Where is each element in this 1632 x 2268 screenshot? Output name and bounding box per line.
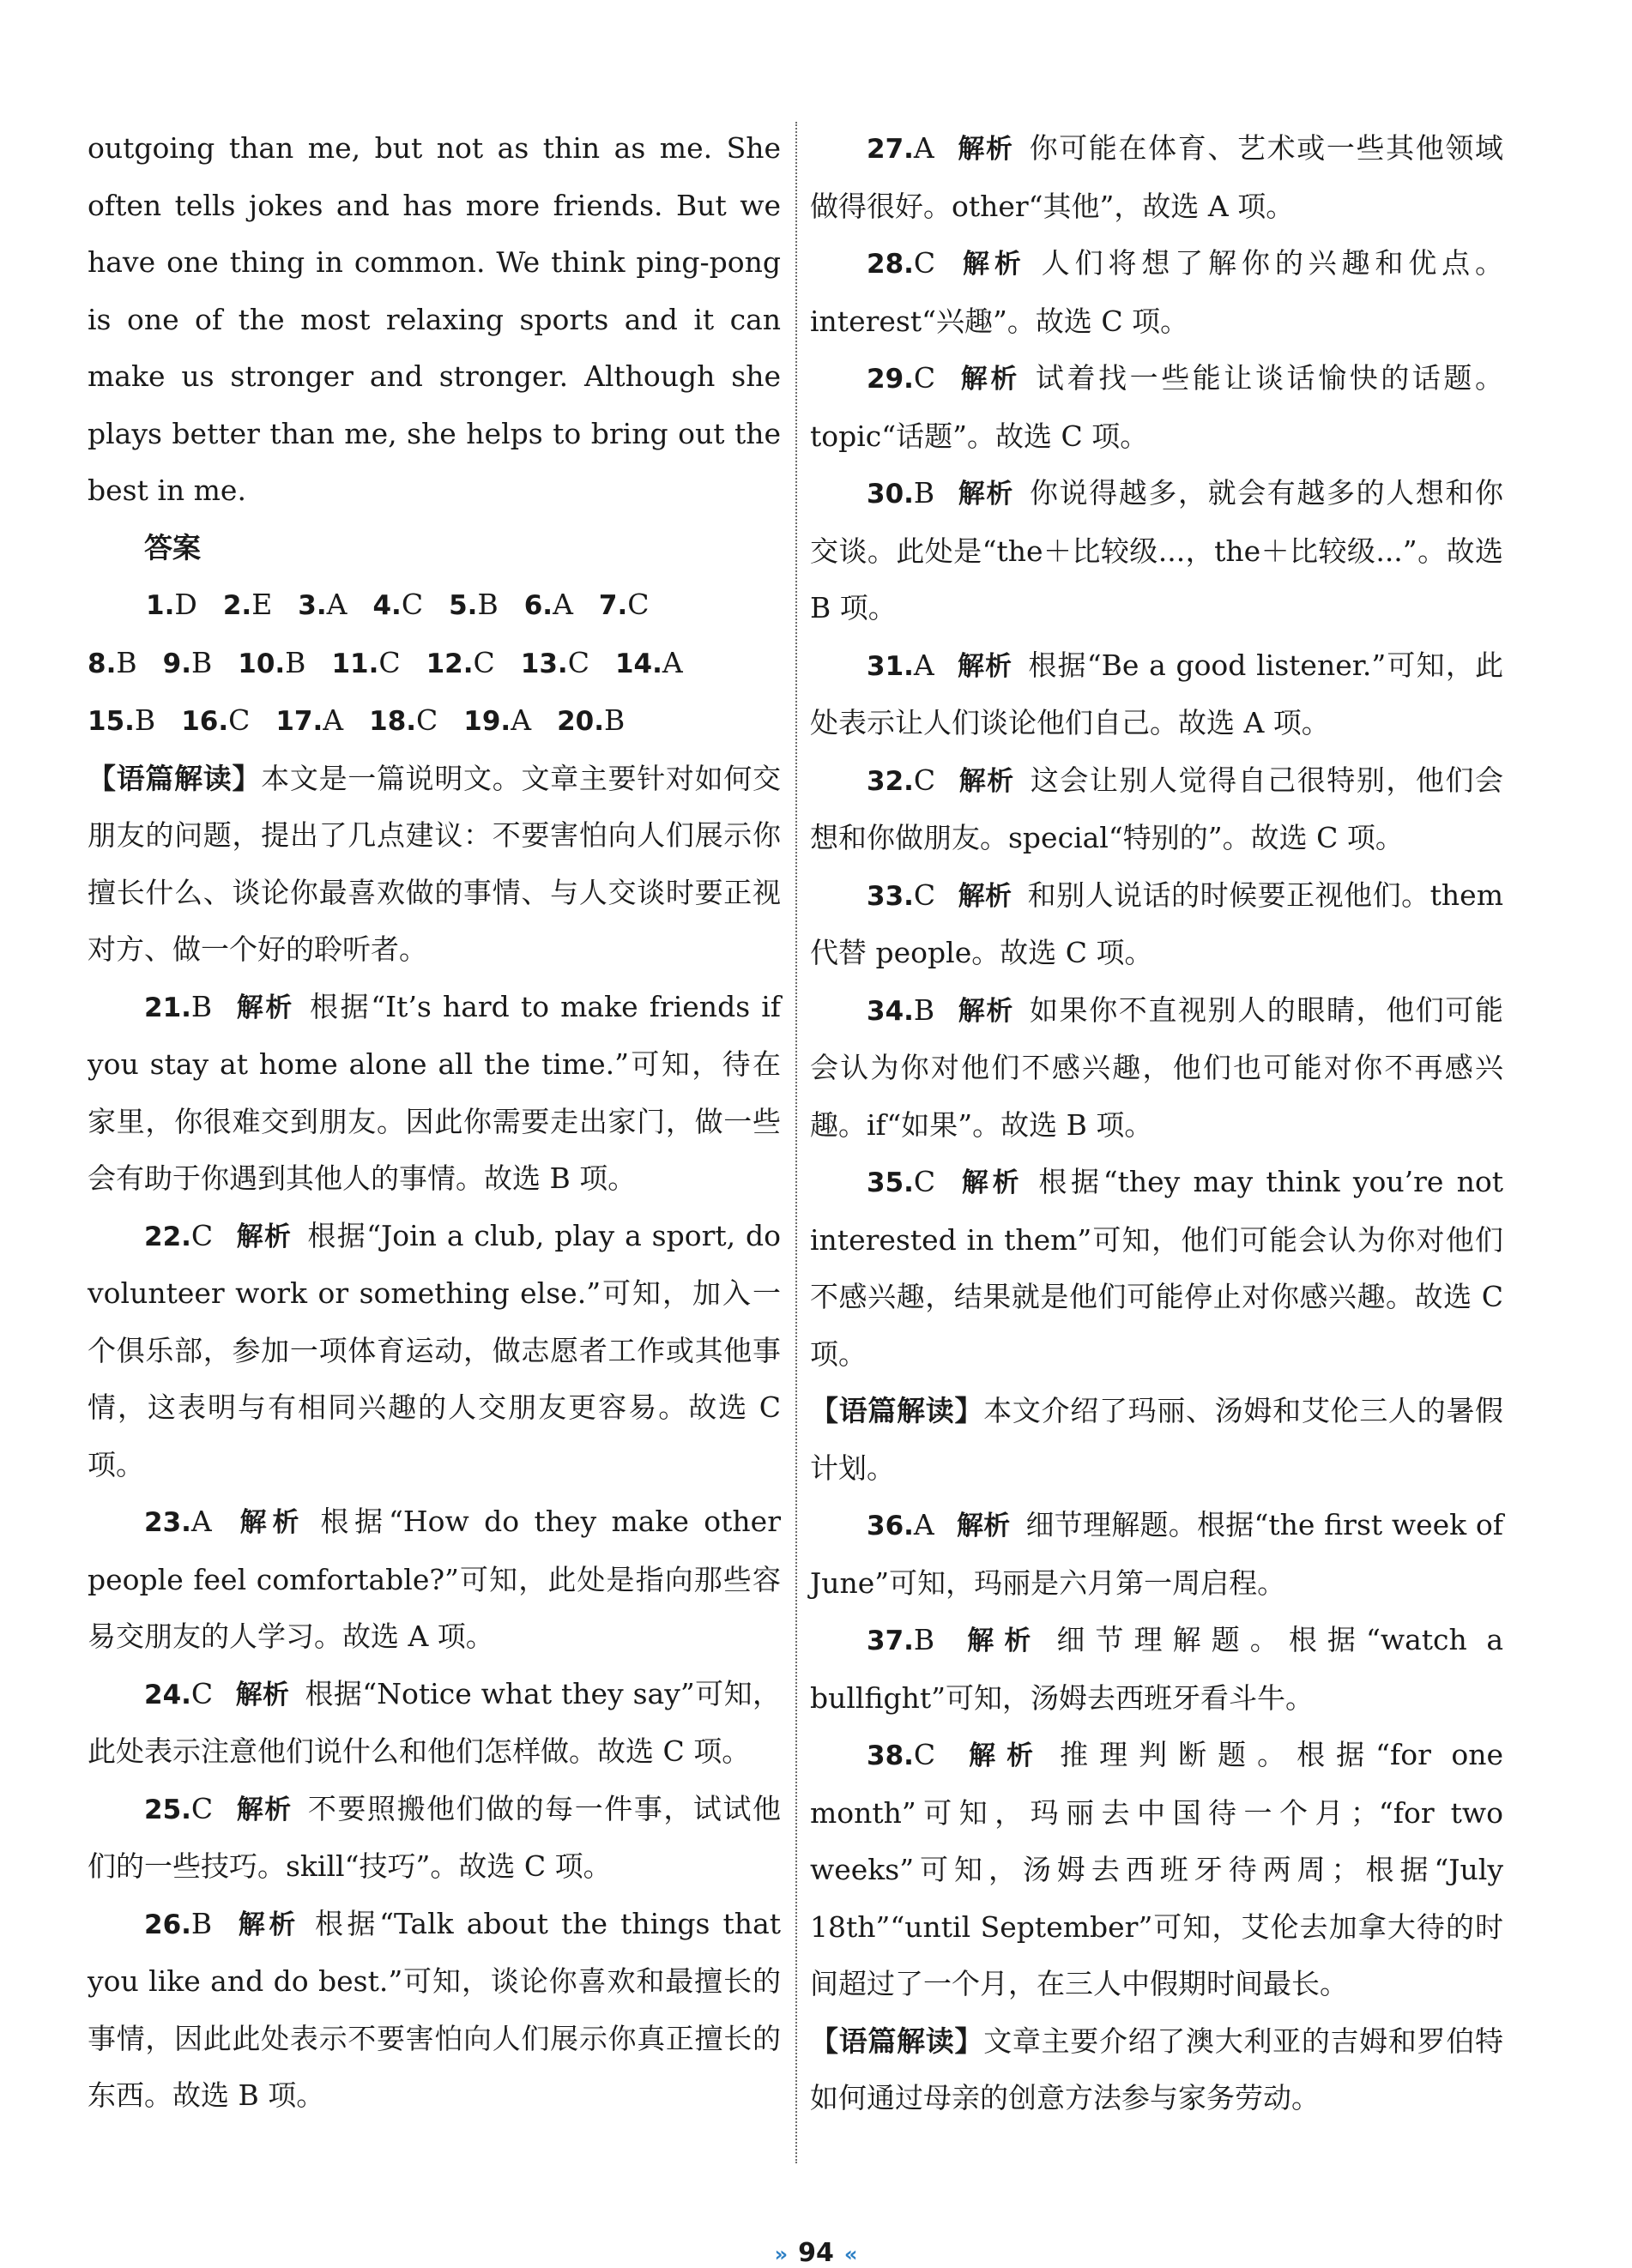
answer-item: 17.A xyxy=(275,703,344,737)
answer-item: 12.C xyxy=(426,645,495,679)
answer-item: 20.B xyxy=(557,703,626,737)
answer-row-3 xyxy=(88,692,781,751)
explanation-37: 37.B 解析 细节理解题。根据“watch a bullfight”可知，汤姆去西班牙看斗牛。 xyxy=(810,1623,1504,1715)
answer-item: 7.C xyxy=(598,588,650,621)
answers-heading: 答案 xyxy=(144,530,201,564)
column-divider xyxy=(795,122,797,2163)
explanation-36: 36.A 解析 细节理解题。根据“the first week of June”可知，玛丽是六月第一周启程。 xyxy=(810,1508,1504,1600)
answer-item: 14.A xyxy=(614,645,683,679)
answer-item: 4.C xyxy=(372,588,424,621)
answer-item: 18.C xyxy=(369,703,438,737)
answer-item: 19.A xyxy=(463,703,532,737)
reading-analysis-2: 【语篇解读】本文介绍了玛丽、汤姆和艾伦三人的暑假计划。 xyxy=(810,1394,1504,1485)
right-column xyxy=(810,120,1503,2127)
answer-item: 15.B xyxy=(88,703,156,737)
explanation-30: 30.B 解析 你说得越多，就会有越多的人想和你交谈。此处是“the＋比较级...，the＋比较级...”。故选 B 项。 xyxy=(810,476,1504,624)
answer-item: 6.A xyxy=(523,588,573,621)
answer-item: 13.C xyxy=(520,645,589,679)
answer-item: 2.E xyxy=(222,588,273,621)
double-arrow-left-icon: « xyxy=(843,2242,858,2266)
explanation-21: 21.B 解析 根据“It’s hard to make friends if you stay at home alone all the time.”可知，待在家里，你很难交到朋友。因此你需要走出家门，做一些会有助于你遇到其他人的事情。故选 B 项。 xyxy=(88,989,781,1195)
explanation-29: 29.C 解析 试着找一些能让谈话愉快的话题。topic“话题”。故选 C 项。 xyxy=(810,361,1503,453)
answer-item: 9.B xyxy=(162,645,213,679)
explanation-22: 22.C 解析 根据“Join a club, play a sport, do volunteer work or something else.”可知，加入一个俱乐部，参加一项体育运动，做志愿者工作或其他事情，这表明与有相同兴趣的人交朋友更容易。故选 C 项。 xyxy=(88,1218,781,1481)
page-footer xyxy=(0,2238,1632,2268)
explanation-38: 38.C 解析 推理判断题。根据“for one month”可知，玛丽去中国待一个月；“for two weeks”可知，汤姆去西班牙待两周；根据“July 18th”“until September”可知，艾伦去加拿大待的时间超过了一个月，在三人中假期时间最长。 xyxy=(810,1738,1504,2000)
explanation-24: 24.C 解析 根据“Notice what they say”可知，此处表示注意他们说什么和他们怎样做。故选 C 项。 xyxy=(88,1676,782,1768)
answer-item: 3.A xyxy=(298,588,348,621)
answer-item: 1.D xyxy=(146,588,197,621)
answer-item: 16.C xyxy=(181,703,251,737)
explanation-35: 35.C 解析 根据“they may think you’re not interested in them”可知，他们可能会认为你对他们不感兴趣，结果就是他们可能停止对你感兴趣。故选 C 项。 xyxy=(810,1165,1504,1371)
answer-item: 8.B xyxy=(88,645,137,679)
explanation-27: 27.A 解析 你可能在体育、艺术或一些其他领域做得很好。other“其他”，故选 A 项。 xyxy=(810,131,1504,223)
answer-item: 10.B xyxy=(238,645,306,679)
explanation-26: 26.B 解析 根据“Talk about the things that you like and do best.”可知，谈论你喜欢和最擅长的事情，因此此处表示不要害怕向人们展示你真正擅长的东西。故选 B 项。 xyxy=(88,1906,781,2112)
explanation-23: 23.A 解析 根据“How do they make other people feel comfortable?”可知，此处是指向那些容易交朋友的人学习。故选 A 项。 xyxy=(88,1505,781,1653)
reading-analysis-1: 【语篇解读】本文是一篇说明文。文章主要针对如何交朋友的问题，提出了几点建议：不要害怕向人们展示你擅长什么、谈论你最喜欢做的事情、与人交谈时要正视对方、做一个好的聆听者。 xyxy=(88,761,782,966)
answer-row-1 xyxy=(88,576,781,635)
answer-item: 11.C xyxy=(331,645,401,679)
double-arrow-right-icon: » xyxy=(774,2242,789,2266)
left-column xyxy=(88,120,781,2125)
explanation-33: 33.C 解析 和别人说话的时候要正视他们。them 代替 people。故选 C 项。 xyxy=(810,878,1503,969)
passage-continuation: outgoing than me, but not as thin as me. She often tells jokes and has more friends. But we have one thing in common. We think ping-pong is one of the most relaxing sports and it can make us stronger and stronger. Although she plays better than me, she helps to bring out the best in me. xyxy=(88,131,781,507)
explanation-31: 31.A 解析 根据“Be a good listener.”可知，此处表示让人们谈论他们自己。故选 A 项。 xyxy=(810,648,1504,739)
explanation-32: 32.C 解析 这会让别人觉得自己很特别，他们会想和你做朋友。special“特别的”。故选 C 项。 xyxy=(810,763,1504,854)
page-number: 94 xyxy=(798,2238,834,2268)
answer-row-2 xyxy=(88,635,781,693)
explanation-25: 25.C 解析 不要照搬他们做的每一件事，试试他们的一些技巧。skill“技巧”。故选 C 项。 xyxy=(88,1791,782,1883)
explanation-34: 34.B 解析 如果你不直视别人的眼睛，他们可能会认为你对他们不感兴趣，他们也可能对你不再感兴趣。if“如果”。故选 B 项。 xyxy=(810,992,1504,1142)
reading-analysis-3: 【语篇解读】文章主要介绍了澳大利亚的吉姆和罗伯特如何通过母亲的创意方法参与家务劳动。 xyxy=(810,2024,1504,2114)
explanation-28: 28.C 解析 人们将想了解你的兴趣和优点。interest“兴趣”。故选 C 项。 xyxy=(810,246,1504,338)
answer-item: 5.B xyxy=(449,588,499,621)
